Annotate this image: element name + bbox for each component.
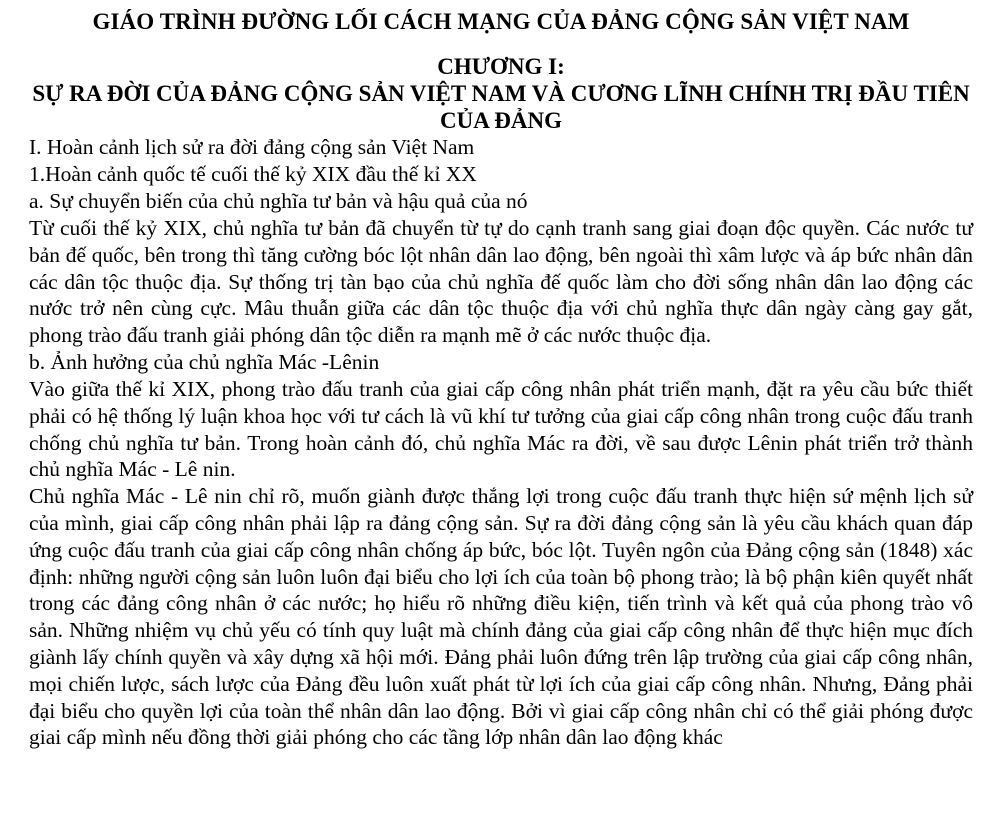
item-b-paragraph-2: Chủ nghĩa Mác - Lê nin chỉ rõ, muốn giành được thắng lợi trong cuộc đấu tranh thực hiện sứ mệnh lịch sử của mình, giai cấp công nhân phải lập ra đảng cộng sản. Sự ra đời đảng cộng sản là yêu cầu khách quan đáp ứng cuộc đấu tranh của giai cấp công nhân chống áp bức, bóc lột. Tuyên ngôn của Đảng cộng sản (1848) xác định: những người cộng sản luôn luôn đại biểu cho lợi ích của toàn bộ phong trào; là bộ phận kiên quyết nhất trong các đảng công nhân ở các nước; họ hiểu rõ những điều kiện, tiến trình và kết quả của phong trào vô sản. Những nhiệm vụ chủ yếu có tính quy luật mà chính đảng của giai cấp công nhân để thực hiện mục đích giành lấy chính quyền và xây dựng xã hội mới. Đảng phải luôn đứng trên lập trường của giai cấp công nhân, mọi chiến lược, sách lược của Đảng đều luôn xuất phát từ lợi ích của giai cấp công nhân. Nhưng, Đảng phải đại biểu cho quyền lợi của toàn thể nhân dân lao động. Bởi vì giai cấp công nhân chỉ có thể giải phóng được giai cấp mình nếu đồng thời giải phóng cho các tầng lớp nhân dân lao động khác (29, 484, 973, 750)
item-a-heading: a. Sự chuyển biến của chủ nghĩa tư bản và hậu quả của nó (29, 189, 528, 213)
subsection-heading: 1.Hoàn cảnh quốc tế cuối thế kỷ XIX đầu thế kỉ XX (29, 162, 477, 186)
chapter-title: SỰ RA ĐỜI CỦA ĐẢNG CỘNG SẢN VIỆT NAM VÀ CƯƠNG LĨNH CHÍNH TRỊ ĐẦU TIÊN CỦA ĐẢNG (32, 81, 970, 133)
document-page (29, 8, 973, 751)
item-b-paragraph-1: Vào giữa thế kỉ XIX, phong trào đấu tranh của giai cấp công nhân phát triển mạnh, đặt ra yêu cầu bức thiết phải có hệ thống lý luận khoa học với tư cách là vũ khí tư tưởng của giai cấp công nhân trong cuộc đấu tranh chống chủ nghĩa tư bản. Trong hoàn cảnh đó, chủ nghĩa Mác ra đời, về sau được Lênin phát triển trở thành chủ nghĩa Mác - Lê nin. (29, 376, 973, 482)
book-title: GIÁO TRÌNH ĐƯỜNG LỐI CÁCH MẠNG CỦA ĐẢNG CỘNG SẢN VIỆT NAM (92, 9, 910, 34)
section-heading: I. Hoàn cảnh lịch sử ra đời đảng cộng sản Việt Nam (29, 135, 475, 159)
item-b-heading: b. Ảnh hưởng của chủ nghĩa Mác -Lênin (29, 349, 380, 374)
chapter-number: CHƯƠNG I: (437, 54, 565, 79)
item-a-paragraph: Từ cuối thế kỷ XIX, chủ nghĩa tư bản đã chuyển từ tự do cạnh tranh sang giai đoạn độc quyền. Các nước tư bản đế quốc, bên trong thì tăng cường bóc lột nhân dân lao động, bên ngoài thì xâm lược và áp bức nhân dân các dân tộc thuộc địa. Sự thống trị tàn bạo của chủ nghĩa đế quốc làm cho đời sống nhân dân lao động các nước trở nên cùng cực. Mâu thuẫn giữa các dân tộc thuộc địa với chủ nghĩa thực dân ngày càng gay gắt, phong trào đấu tranh giải phóng dân tộc diễn ra mạnh mẽ ở các nước thuộc địa. (29, 216, 973, 348)
